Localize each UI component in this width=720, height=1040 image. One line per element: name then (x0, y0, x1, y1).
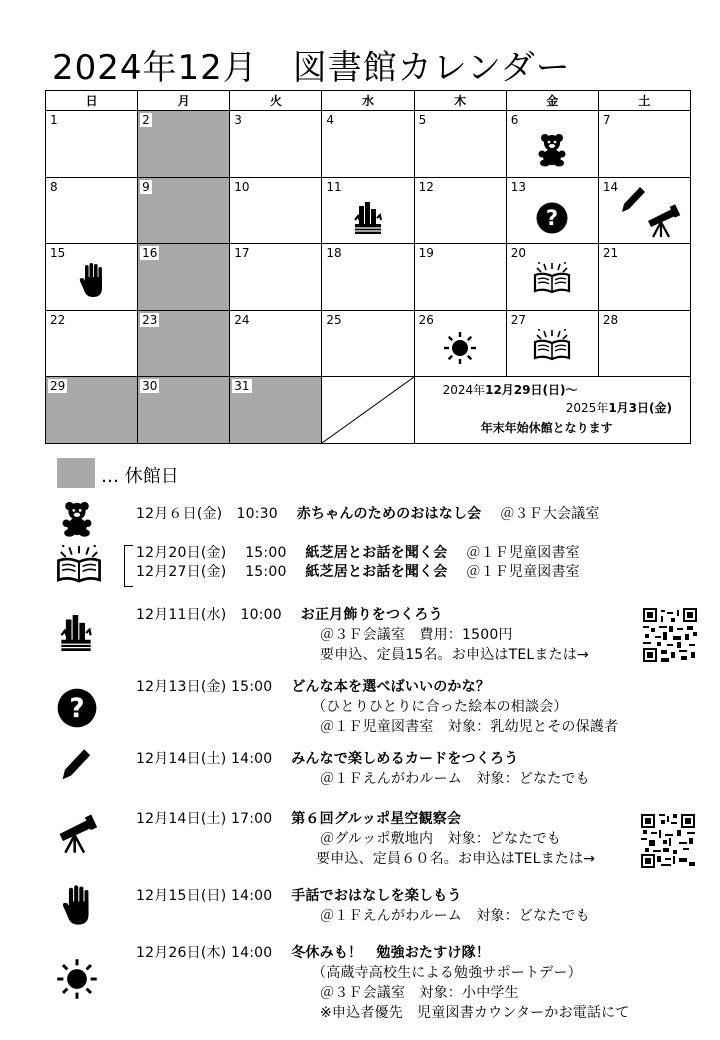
event-date: 12月20日(金) 15:00 (136, 545, 287, 561)
event-title: 手話でおはなしを楽しもう (291, 888, 462, 904)
question-icon (536, 202, 568, 234)
closure-start-date: 12月29日(日)～ (485, 383, 578, 398)
event-bear-line (136, 504, 600, 524)
qr-code[interactable] (641, 814, 695, 868)
day-number: 16 (142, 246, 158, 261)
weekday-wed: 水 (322, 91, 414, 111)
day-cell-4 (322, 111, 414, 178)
day-cell-9 (138, 177, 230, 244)
day-number: 20 (510, 246, 526, 261)
day-cell-1 (46, 111, 138, 178)
pencil-icon (621, 186, 647, 216)
event-date: 12月14日(土) 14:00 (136, 751, 273, 767)
day-number: 24 (234, 312, 250, 327)
day-number: 25 (326, 312, 342, 327)
telescope-icon (56, 814, 98, 854)
day-cell-12 (414, 177, 506, 244)
day-number: 8 (50, 179, 58, 194)
day-cell-17 (230, 244, 322, 311)
weekday-fri: 金 (506, 91, 598, 111)
closure-note (414, 377, 690, 444)
day-number: 10 (234, 179, 250, 194)
day-cell-8 (46, 177, 138, 244)
closure-note-line2 (566, 399, 672, 416)
day-cell-29 (46, 377, 138, 444)
day-number: 27 (510, 312, 526, 327)
kadomatsu-icon (58, 612, 94, 654)
event-title: 冬休みも！ 勉強おたすけ隊！ (291, 945, 491, 961)
day-number: 6 (510, 113, 519, 127)
event-book-line-1 (136, 543, 580, 563)
day-number: 13 (510, 179, 526, 194)
pencil-icon (60, 748, 94, 784)
legend-swatch (57, 458, 95, 488)
event-title: 紙芝居とお話を聞く会 (305, 545, 448, 561)
event-date: 12月６日(金) 10:30 (136, 506, 278, 522)
event-detail: 要申込、定員６０名。お申込はTELまたは→ (316, 851, 596, 867)
empty-cell (322, 377, 414, 444)
day-number: 29 (50, 379, 66, 394)
event-detail: ＠３Ｆ会議室 費用：1500円 (320, 627, 513, 643)
day-cell-16 (138, 244, 230, 311)
day-number: 2 (142, 113, 150, 127)
day-cell-15 (46, 244, 138, 311)
hand-icon (62, 884, 92, 926)
weekday-sun: 日 (46, 91, 138, 111)
day-number: 17 (234, 246, 250, 261)
svg-text:?: ? (69, 693, 85, 724)
day-number: 18 (326, 246, 342, 261)
day-cell-14 (598, 177, 690, 244)
day-cell-5 (414, 111, 506, 178)
week-row-4 (46, 310, 691, 377)
event-date: 12月13日(金) 15:00 (136, 679, 273, 695)
day-number: 4 (326, 113, 335, 127)
day-number: 19 (418, 246, 434, 261)
page-title: 2024年12月 図書館カレンダー (52, 48, 571, 88)
day-cell-30 (138, 377, 230, 444)
event-date: 12月15日(日) 14:00 (136, 888, 273, 904)
week-row-2 (46, 177, 691, 244)
day-number: 23 (142, 312, 158, 327)
kadomatsu-icon (352, 200, 384, 236)
day-cell-27 (506, 310, 598, 377)
weekday-header-row (46, 91, 691, 111)
week-row-5 (46, 377, 691, 444)
day-number: 14 (602, 179, 619, 194)
telescope-icon (645, 204, 681, 238)
qr-code[interactable] (643, 608, 697, 662)
event-date: 12月14日(土) 17:00 (136, 811, 273, 827)
day-cell-28 (598, 310, 690, 377)
day-number: 9 (142, 179, 150, 194)
day-number: 7 (602, 113, 611, 127)
weekday-sat: 土 (598, 91, 690, 111)
closure-note-line1 (443, 381, 578, 398)
day-cell-2 (138, 111, 230, 178)
event-bracket (124, 545, 133, 587)
event-detail: ＠３Ｆ会議室 対象：小中学生 (320, 985, 519, 1001)
event-place: ＠１Ｆ児童図書室 (466, 564, 580, 580)
bear-icon (62, 500, 92, 538)
week-row-1 (46, 111, 691, 178)
day-number: 12 (418, 179, 434, 194)
hand-icon (79, 262, 105, 298)
day-cell-18 (322, 244, 414, 311)
day-number: 30 (142, 379, 158, 394)
day-number: 3 (234, 113, 242, 127)
day-cell-31 (230, 377, 322, 444)
question-icon (57, 688, 97, 728)
day-number: 1 (50, 113, 58, 127)
event-pencil-header (136, 749, 518, 769)
event-book-line-2 (136, 562, 580, 582)
event-place: ＠１Ｆ児童図書室 (466, 545, 580, 561)
event-title: お正月飾りをつくろう (300, 607, 443, 623)
event-title: みんなで楽しめるカードをつくろう (291, 751, 519, 767)
closure-note-line3: 年末年始休館となります (480, 421, 613, 436)
sun-icon (56, 958, 98, 1000)
day-cell-19 (414, 244, 506, 311)
event-detail: ※申込者優先 児童図書カウンターかお電話にて (320, 1005, 630, 1021)
event-place: ＠３Ｆ大会議室 (500, 506, 600, 522)
day-number: 22 (50, 312, 66, 327)
event-detail: ＠１Ｆ児童図書室 対象：乳幼児とその保護者 (320, 719, 619, 735)
day-cell-7 (598, 111, 690, 178)
event-title: 紙芝居とお話を聞く会 (305, 564, 448, 580)
day-cell-6 (506, 111, 598, 178)
event-title: どんな本を選べばいいのかな？ (291, 679, 491, 695)
event-detail: ＠１Ｆえんがわルーム 対象：どなたでも (320, 908, 590, 924)
day-cell-21 (598, 244, 690, 311)
diagonal-line (322, 377, 414, 443)
event-date: 12月27日(金) 15:00 (136, 564, 287, 580)
day-cell-23 (138, 310, 230, 377)
day-cell-24 (230, 310, 322, 377)
event-detail: ＠１Ｆえんがわルーム 対象：どなたでも (320, 771, 590, 787)
event-title: 赤ちゃんのためのおはなし会 (296, 506, 482, 522)
day-number: 31 (234, 379, 250, 394)
weekday-thu: 木 (414, 91, 506, 111)
event-kadomatsu-header (136, 605, 443, 625)
event-detail: （高蔵寺高校生による勉強サポートデー） (312, 965, 582, 981)
event-question-header (136, 677, 490, 697)
day-cell-10 (230, 177, 322, 244)
day-cell-20 (506, 244, 598, 311)
closure-end-year: 2025年 (565, 401, 609, 416)
event-telescope-header (136, 809, 461, 829)
weekday-tue: 火 (230, 91, 322, 111)
week-row-3 (46, 244, 691, 311)
event-detail: ＠グルッポ敷地内 対象：どなたでも (320, 831, 561, 847)
bear-icon (538, 133, 566, 167)
book-icon (533, 327, 571, 361)
closure-end-date: 1月3日(金) (608, 401, 672, 416)
book-icon (56, 542, 102, 584)
day-number: 28 (602, 312, 619, 327)
sun-icon (443, 331, 477, 365)
event-date: 12月11日(水) 10:00 (136, 607, 282, 623)
day-cell-22 (46, 310, 138, 377)
calendar-table (45, 90, 691, 444)
legend-text: … 休館日 (101, 466, 179, 487)
day-cell-3 (230, 111, 322, 178)
closure-start-year: 2024年 (442, 383, 486, 398)
weekday-mon: 月 (138, 91, 230, 111)
event-date: 12月26日(木) 14:00 (136, 945, 273, 961)
day-number: 15 (50, 246, 66, 261)
day-number: 26 (418, 312, 434, 327)
day-number: 21 (602, 246, 619, 261)
event-sun-header (136, 943, 490, 963)
day-cell-25 (322, 310, 414, 377)
event-detail: 要申込、定員15名。お申込はTELまたは→ (320, 647, 589, 663)
book-icon (533, 260, 571, 294)
day-cell-13 (506, 177, 598, 244)
day-number: 5 (418, 113, 427, 127)
day-cell-11 (322, 177, 414, 244)
event-hand-header (136, 886, 462, 906)
day-number: 11 (326, 179, 342, 194)
event-detail: （ひとりひとりに合った絵本の相談会） (312, 699, 568, 715)
day-cell-26 (414, 310, 506, 377)
svg-text:?: ? (546, 205, 559, 230)
event-title: 第６回グルッポ星空観察会 (291, 811, 462, 827)
